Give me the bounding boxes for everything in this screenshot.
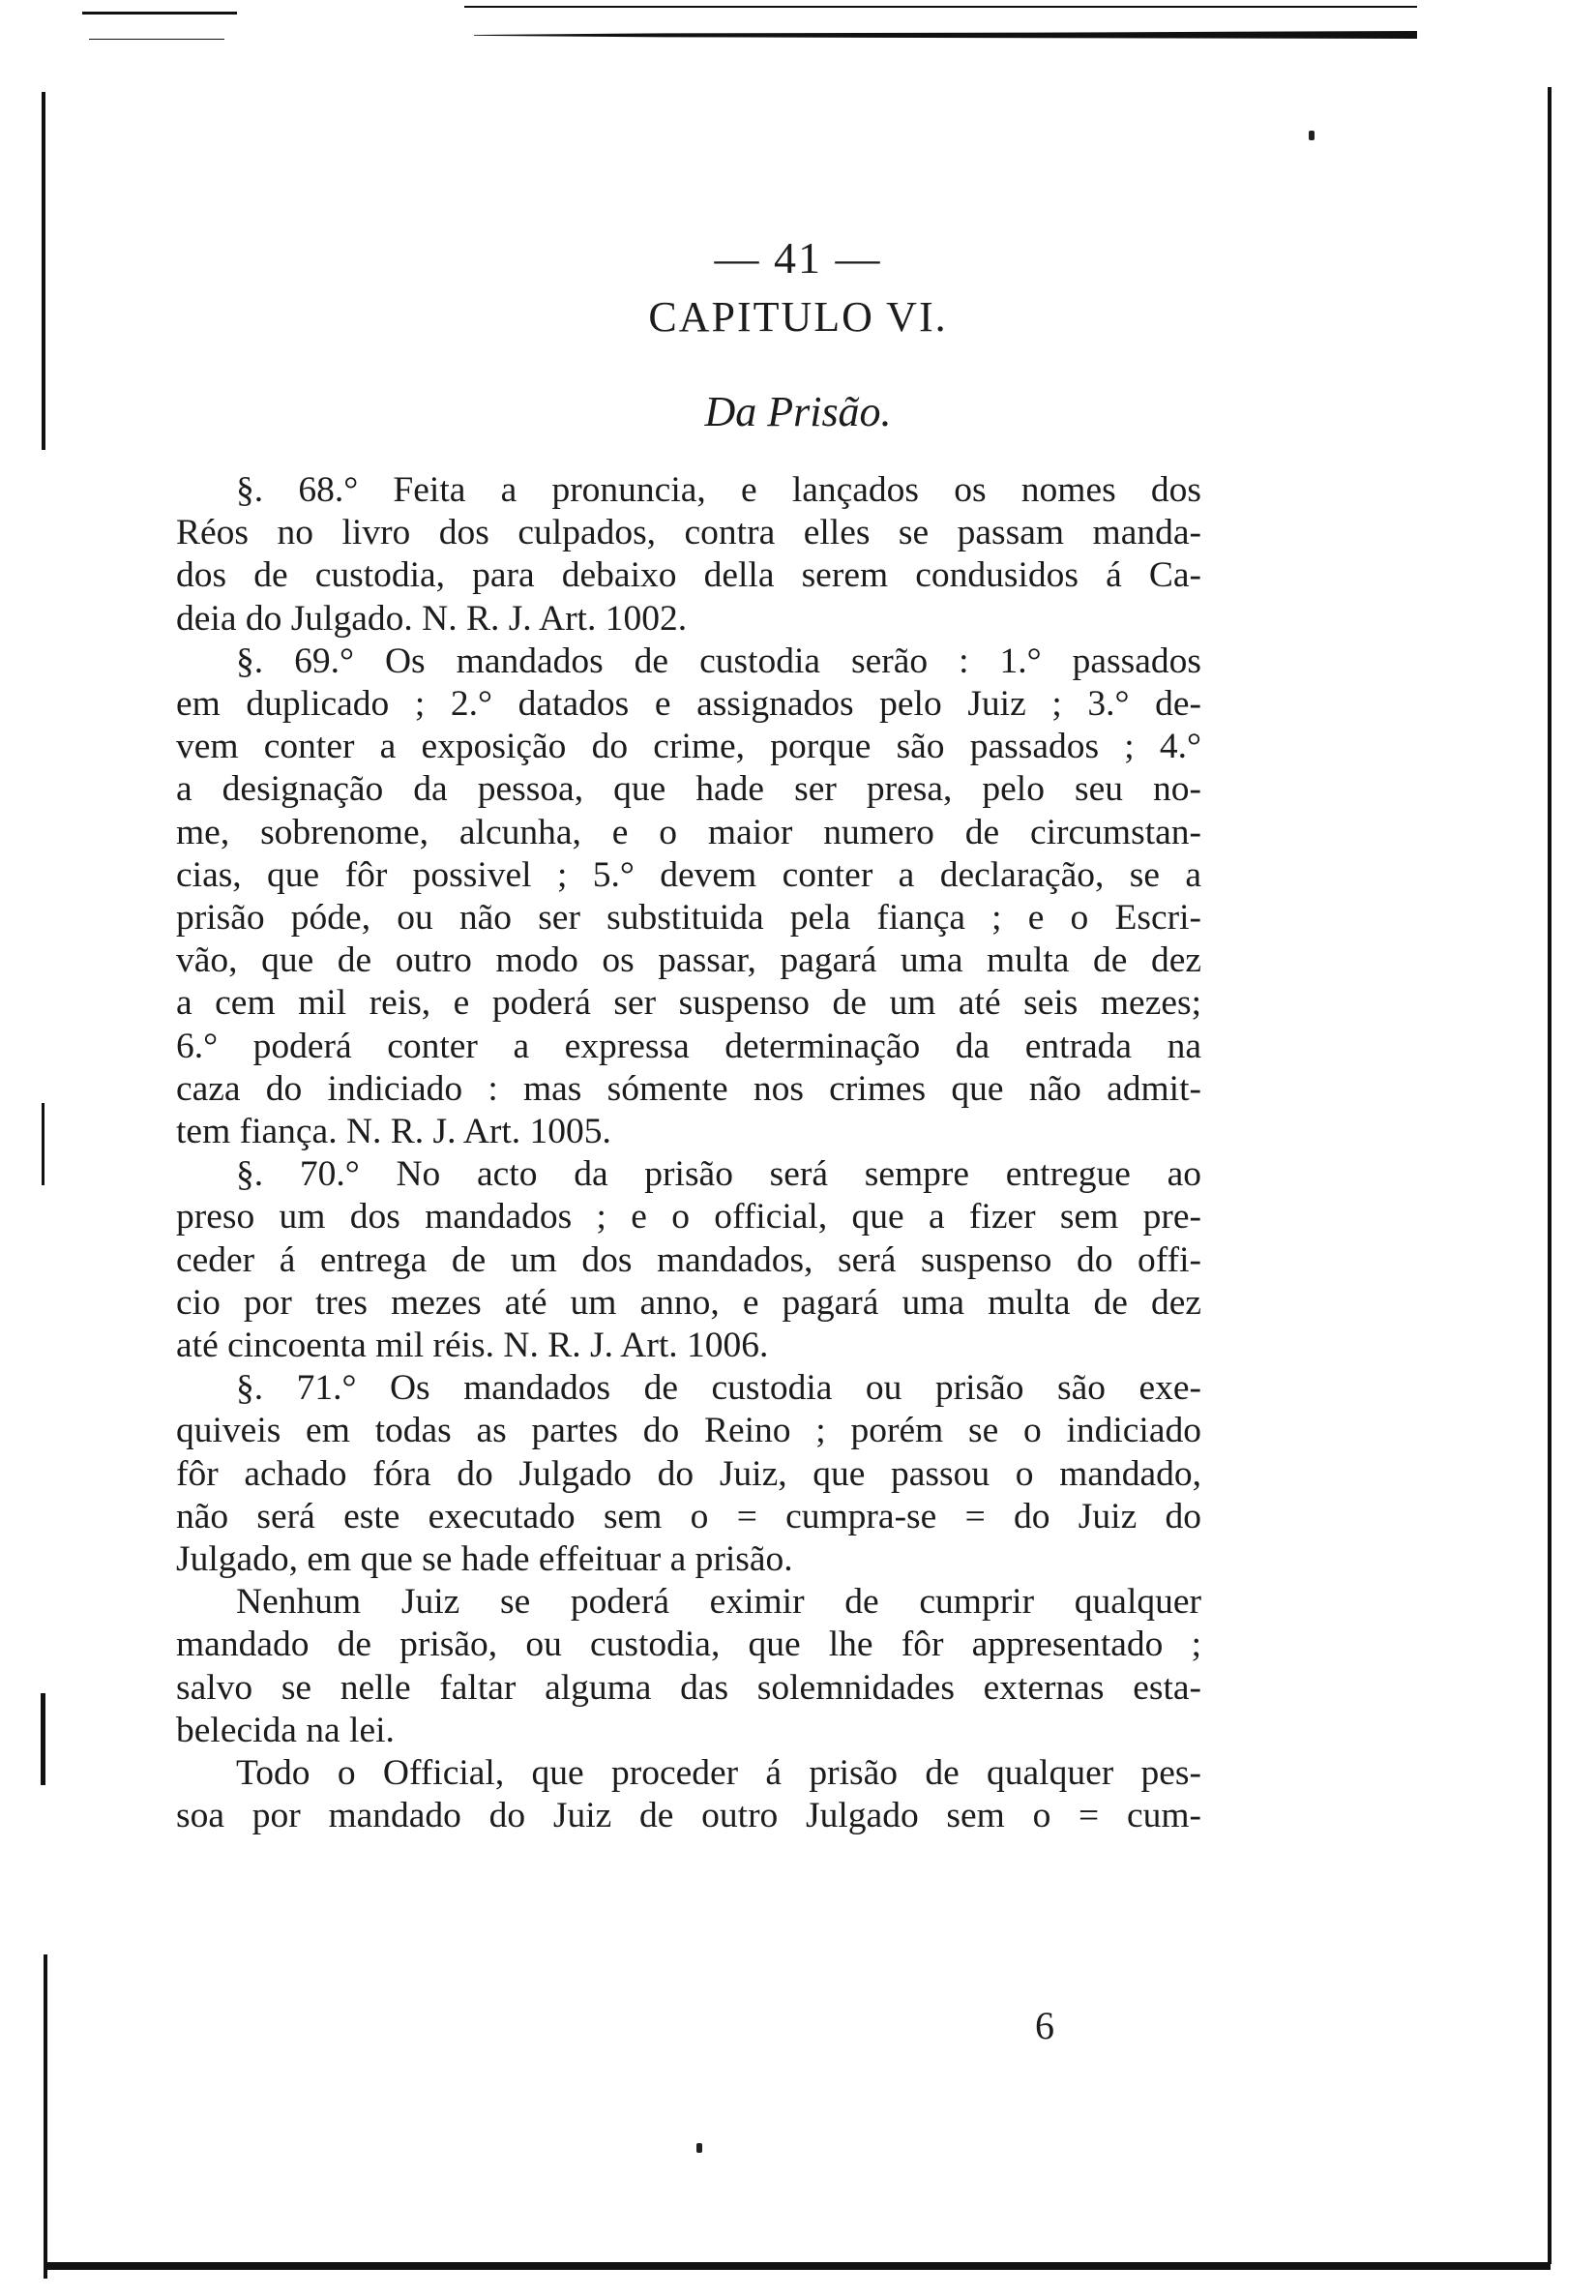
stray-mark [1309, 131, 1315, 140]
text-line: mandado de prisão, ou custodia, que lhe fôr appresentado ; [176, 1625, 1201, 1665]
left-edge-line-2 [42, 1103, 44, 1185]
text-line: cias, que fôr possivel ; 5.° devem conter a declaração, se a [176, 854, 1201, 895]
text-line: belecida na lei. [176, 1710, 395, 1750]
text-line: deia do Julgado. N. R. J. Art. 1002. [176, 598, 688, 639]
text-line: até cincoenta mil réis. N. R. J. Art. 1006. [176, 1326, 769, 1366]
left-edge-line-3 [41, 1693, 45, 1785]
text-line: fôr achado fóra do Julgado do Juiz, que passou o mandado, [176, 1453, 1201, 1494]
text-line: §. 69.° Os mandados de custodia serão : 1.° passados [236, 641, 1201, 681]
text-line: Julgado, em que se hade effeituar a prisão. [176, 1539, 793, 1580]
section-title: Da Prisão. [704, 388, 892, 435]
top-rule-right [464, 6, 1417, 8]
text-line: vem conter a exposição do crime, porque são passados ; 4.° [176, 727, 1201, 767]
left-edge-line-4 [44, 1954, 47, 2279]
top-rule-right-thick [474, 31, 1417, 39]
text-line: me, sobrenome, alcunha, e o maior numero de circumstan- [176, 812, 1201, 852]
text-line: prisão póde, ou não ser substituida pela fiança ; e o Escri- [176, 898, 1201, 939]
text-line: cio por tres mezes até um anno, e pagará uma multa de dez [176, 1282, 1201, 1323]
chapter-title: CAPITULO VI. [648, 293, 948, 341]
text-line: 6.° poderá conter a expressa determinação da entrada na [176, 1026, 1201, 1066]
text-line: não será este executado sem o = cumpra-se = do Juiz do [176, 1496, 1201, 1536]
text-line: §. 71.° Os mandados de custodia ou prisão são exe- [236, 1368, 1201, 1409]
text-line: ceder á entrega de um dos mandados, será suspenso do offi- [176, 1239, 1201, 1280]
text-line: Nenhum Juiz se poderá eximir de cumprir qualquer [236, 1582, 1201, 1623]
text-line: caza do indiciado : mas sómente nos crimes que não admit- [176, 1068, 1201, 1109]
top-rule-left [82, 12, 237, 15]
text-line: Réos no livro dos culpados, contra elles se passam manda- [176, 513, 1201, 553]
text-line: a designação da pessoa, que hade ser presa, pelo seu no- [176, 769, 1201, 810]
text-line: dos de custodia, para debaixo della serem condusidos á Ca- [176, 555, 1201, 596]
body-text [176, 469, 1201, 1838]
text-line: a cem mil reis, e poderá ser suspenso de um até seis mezes; [176, 983, 1201, 1024]
text-line: Todo o Official, que proceder á prisão de qualquer pes- [236, 1753, 1201, 1794]
signature-mark: 6 [1035, 2004, 1054, 2047]
stray-mark [696, 2143, 702, 2153]
text-line: em duplicado ; 2.° datados e assignados pelo Juiz ; 3.° de- [176, 684, 1201, 725]
text-line: §. 68.° Feita a pronuncia, e lançados os nomes dos [236, 470, 1201, 510]
text-line: soa por mandado do Juiz de outro Julgado sem o = cum- [176, 1796, 1201, 1836]
bottom-edge-line [44, 2262, 1551, 2270]
text-line: vão, que de outro modo os passar, pagará uma multa de dez [176, 940, 1201, 981]
text-line: tem fiança. N. R. J. Art. 1005. [176, 1112, 611, 1152]
text-line: §. 70.° No acto da prisão será sempre entregue ao [236, 1154, 1201, 1195]
top-rule-left-thin [89, 39, 224, 40]
text-line: salvo se nelle faltar alguma das solemnidades externas esta- [176, 1667, 1201, 1708]
text-line: preso um dos mandados ; e o official, que a fizer sem pre- [176, 1197, 1201, 1237]
page-number: — 41 — [714, 233, 882, 283]
text-line: quiveis em todas as partes do Reino ; porém se o indiciado [176, 1411, 1201, 1451]
